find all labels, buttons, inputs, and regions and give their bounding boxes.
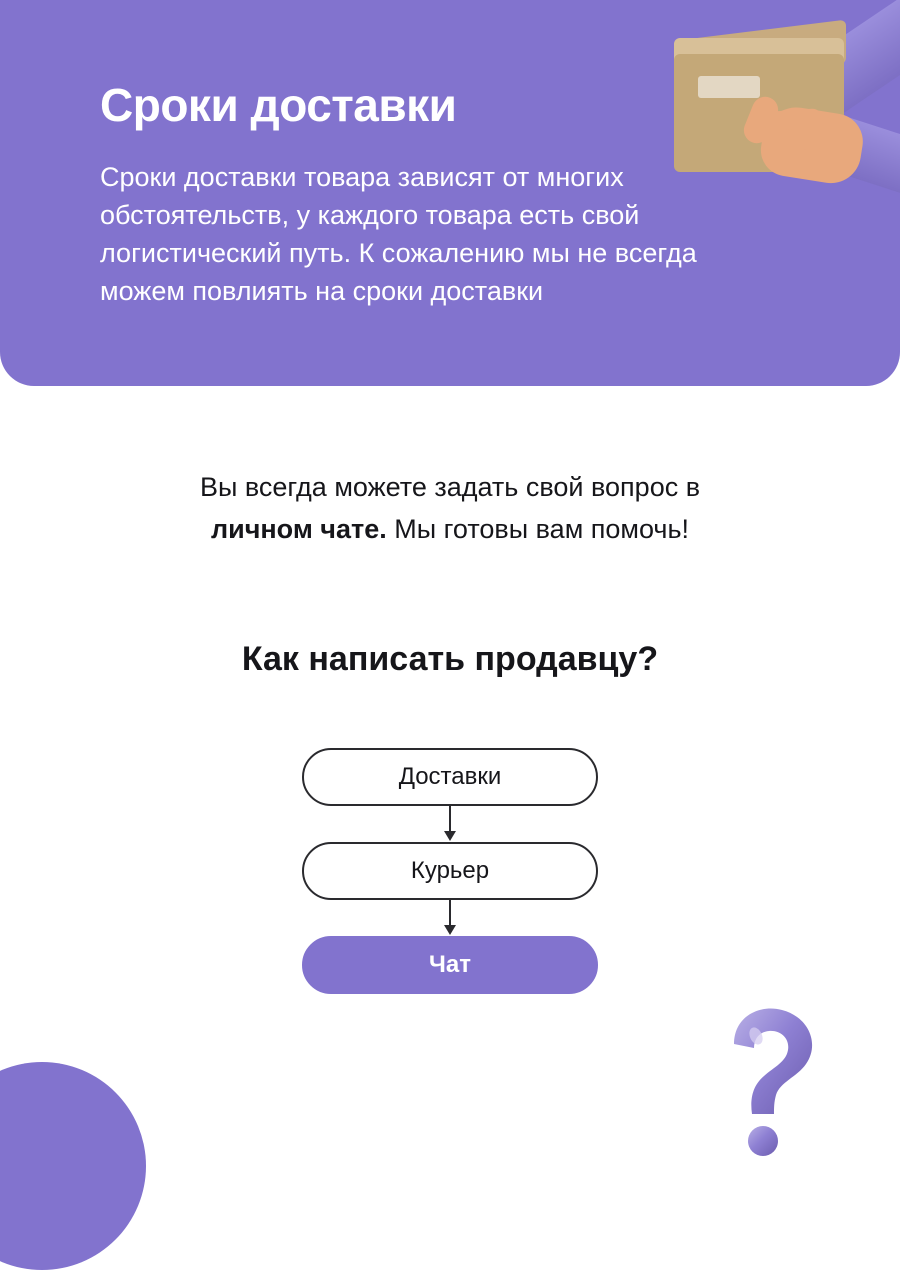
personal-chat-emphasis: личном чате. [210, 514, 387, 544]
support-note-line1: Вы всегда можете задать свой вопрос в [199, 472, 701, 502]
parcel-box-icon [670, 18, 900, 208]
arrow-down-icon [442, 806, 458, 842]
hero-description: Сроки доставки товара зависят от многих обстоятельств, у каждого товара есть свой логистический путь. К сожалению мы не всегда можем повлиять на сроки доставки [100, 162, 697, 306]
step-deliveries[interactable] [302, 748, 598, 806]
support-note-line2-rest: Мы готовы вам помочь! [386, 514, 690, 544]
hand-finger [765, 108, 822, 131]
support-note [0, 466, 900, 550]
steps-flow [302, 748, 598, 994]
support-note-line2 [0, 508, 900, 550]
step-deliveries-label: Доставки [398, 763, 502, 790]
hero-banner [0, 0, 900, 386]
box-shipping-label [698, 76, 760, 98]
decorative-circle [0, 1062, 146, 1270]
step-courier[interactable] [302, 842, 598, 900]
page-title: Сроки доставки [100, 79, 457, 131]
section-heading: Как написать продавцу? [241, 640, 659, 678]
step-chat-label: Чат [429, 951, 471, 978]
arrow-down-icon [442, 900, 458, 936]
question-mark-icon [694, 996, 844, 1166]
step-courier-label: Курьер [410, 857, 490, 884]
step-chat[interactable] [302, 936, 598, 994]
